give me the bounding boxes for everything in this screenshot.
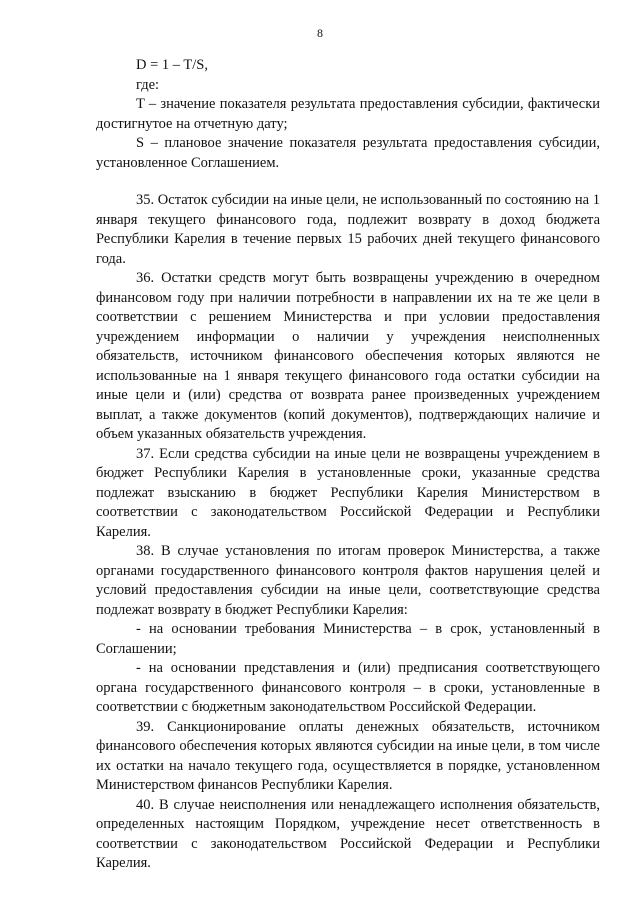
paragraph-38-item-1: - на основании требования Министерства – в срок, установленный в Соглашении; xyxy=(96,621,600,657)
section-gap xyxy=(96,173,600,191)
paragraph-38-item-2: - на основании представления и (или) предписания соответствующего органа государственного финансового контроля – в сроки, установленные в соответствии с бюджетным законодательством Российской Федерации. xyxy=(96,660,600,715)
paragraph-36: 36. Остатки средств могут быть возвращены учреждению в очередном финансовом году при наличии потребности в направлении их на те же цели в соответствии с решением Министерства и при условии предоставления учреждением информации о наличии у учреждения неисполненных обязательств, источником финансового обеспечения которых являются не использованные на 1 января текущего финансового года остатки субсидии на иные цели и (или) средства от возврата ранее произведенных учреждением выплат, а также документов (копий документов), подтверждающих наличие и объем указанных обязательств учреждения. xyxy=(96,270,600,442)
document-body xyxy=(96,56,600,874)
page-number: 8 xyxy=(317,26,323,40)
definition-t: T – значение показателя результата предоставления субсидии, фактически достигнутое на отчетную дату; xyxy=(96,96,600,132)
formula-line: D = 1 – T/S, xyxy=(136,57,208,73)
paragraph-40: 40. В случае неисполнения или ненадлежащего исполнения обязательств, определенных настоящим Порядком, учреждение несет ответственность в соответствии с законодательством Российской Федерации и Республики Карелия. xyxy=(96,796,600,871)
paragraph-37: 37. Если средства субсидии на иные цели не возвращены учреждением в бюджет Республики Карелия в установленные сроки, указанные средства подлежат взысканию в бюджет Республики Карелия Министерством в соответствии с законодательством Российской Федерации и Республики Карелия. xyxy=(96,445,600,540)
paragraph-39: 39. Санкционирование оплаты денежных обязательств, источником финансового обеспечения которых являются субсидии на иные цели, в том числе их остатки на начало текущего года, осуществляется в порядке, установленном Министерством финансов Республики Карелия. xyxy=(96,718,600,793)
paragraph-35: 35. Остаток субсидии на иные цели, не использованный по состоянию на 1 января текущего финансового года, подлежит возврату в доход бюджета Республики Карелия в течение первых 15 рабочих дней текущего финансового года. xyxy=(96,192,600,267)
where-label: где: xyxy=(136,76,160,93)
paragraph-38: 38. В случае установления по итогам проверок Министерства, а также органами государственного финансового контроля фактов нарушения целей и условий предоставления субсидии на иные цели, соответствующие средства подлежат возврату в бюджет Республики Карелия: xyxy=(96,543,600,618)
definition-s: S – плановое значение показателя результата предоставления субсидии, установленное Соглашением. xyxy=(96,135,600,171)
